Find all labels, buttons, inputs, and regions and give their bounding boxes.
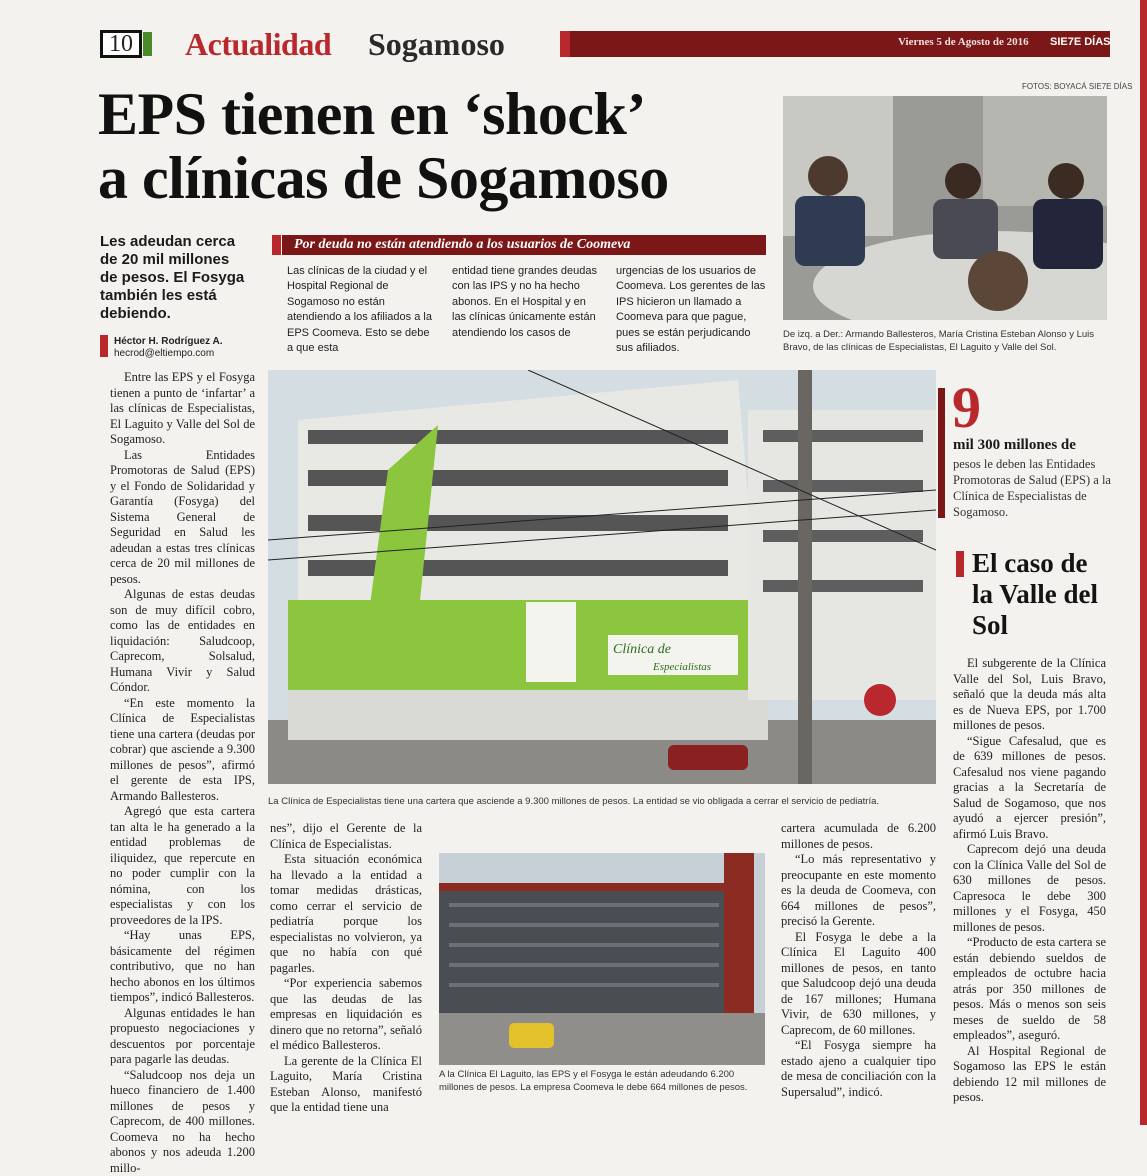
paragraph: “Hay unas EPS, básicamente del régimen contributivo, que no han hecho abonos en los últimos tiempos”, indicó Ballesteros. xyxy=(110,928,255,1006)
issue-date: Viernes 5 de Agosto de 2016 xyxy=(898,36,1029,48)
paragraph: “Por experiencia sabemos que las deudas de las empresas en liquidación es dinero que no retorna”, señaló el médico Ballesteros. xyxy=(270,976,422,1054)
clinic-sign-line-1: Clínica de xyxy=(613,642,671,657)
paragraph: nes”, dijo el Gerente de la Clínica de Especialistas. xyxy=(270,821,422,852)
paragraph: “Producto de esta cartera se están debiendo sueldos de empleados de octubre hacia atrás por 350 millones de pesos. Más o menos son seis meses de sueldo de 58 empleados”, aseguró. xyxy=(953,935,1106,1044)
paragraph: “Saludcoop nos deja un hueco financiero de 1.400 millones de pesos y Caprecom, de 400 millones. Coomeva no ha hecho abonos y nos adeuda 1.200 millo- xyxy=(110,1068,255,1176)
paragraph: “El Fosyga siempre ha estado ajeno a cualquier tipo de mesa de conciliación con la Supersalud”, indicó. xyxy=(781,1038,936,1100)
paragraph: Algunas de estas deudas son de muy difícil cobro, como las de entidades en liquidación: Saludcoop, Caprecom, Solsalud, Humana Vivir y Salud Cóndor. xyxy=(110,587,255,696)
headline-line-1: EPS tienen en ‘shock’ xyxy=(98,82,778,146)
paragraph: El Fosyga le debe a la Clínica El Laguito 400 millones de pesos, en tanto que Saludcoop dejó una deuda de 167 millones; Humana Vivir, de 630 millones, y Caprecom, de 60 millones. xyxy=(781,930,936,1039)
laguito-clinic-photo xyxy=(439,853,765,1065)
body-column-2 xyxy=(270,821,422,1116)
page-number-accent xyxy=(143,32,152,56)
section-name: Actualidad xyxy=(185,26,331,63)
paragraph: cartera acumulada de 6.200 millones de pesos. xyxy=(781,821,936,852)
clinic-building-photo xyxy=(268,370,936,784)
body-column-1 xyxy=(110,370,255,1176)
header-band xyxy=(570,31,1110,57)
clinic-sign-line-2: Especialistas xyxy=(652,661,711,673)
paragraph: Caprecom dejó una deuda con la Clínica Valle del Sol de 630 millones de pesos. Capresoca le debe 300 millones y el Fosyga, 450 millones de pesos. xyxy=(953,842,1106,935)
paragraph: El subgerente de la Clínica Valle del Sol, Luis Bravo, señaló que la deuda más alta es de Nueva EPS, por 1.700 millones de pesos. xyxy=(953,656,1106,734)
paragraph: Entre las EPS y el Fosyga tienen a punto de ‘infartar’ a las clínicas de Especialistas, El Laguito y Valle del Sol de Sogamoso. xyxy=(110,370,255,448)
paragraph: Algunas entidades le han propuesto negociaciones y descuentos por porcentaje para pagarle las deudas. xyxy=(110,1006,255,1068)
header-accent-bar xyxy=(560,31,570,57)
stat-accent-bar xyxy=(938,388,945,518)
paragraph: Agregó que esta cartera tan alta le ha generado a la entidad problemas de iliquidez, que repercute en no poder cumplir con la nómina, con los especialistas y con los proveedores de la IPS. xyxy=(110,804,255,928)
kicker-accent xyxy=(272,235,281,255)
stat-amount: mil 300 millones de xyxy=(953,437,1076,454)
laguito-photo-caption: A la Clínica El Laguito, las EPS y el Fosyga le están adeudando 6.200 millones de pesos. La empresa Coomeva le debe 664 millones de pesos. xyxy=(439,1069,769,1094)
kicker-banner: Por deuda no están atendiendo a los usuarios de Coomeva xyxy=(282,235,766,255)
photo-credit: FOTOS: BOYACÁ SIE7E DÍAS xyxy=(1022,82,1132,91)
section-subtitle: Sogamoso xyxy=(368,26,505,63)
paragraph: Esta situación económica ha llevado a la entidad a tomar medidas drásticas, como cerrar el servicio de pediatría porque los especialistas no volvieron, ya que no había con qué pagarles. xyxy=(270,852,422,976)
paragraph: Las Entidades Promotoras de Salud (EPS) y el Fondo de Solidaridad y Garantía (Fosyga) del Sistema General de Seguridad en Salud les adeudan a estas tres clínicas cerca de 20 mil millones de pesos. xyxy=(110,448,255,588)
byline-author: Héctor H. Rodríguez A. xyxy=(114,336,223,347)
paragraph: “Lo más representativo y preocupante en este momento es la deuda de Coomeva, con 664 millones de pesos”, precisó la Gerente. xyxy=(781,852,936,930)
body-column-3 xyxy=(781,821,936,1100)
headline-line-2: a clínicas de Sogamoso xyxy=(98,146,778,210)
intro-column-1: Las clínicas de la ciudad y el Hospital Regional de Sogamoso no están atendiendo a los afiliados a la EPS Coomeva. Esto se debe a que esta xyxy=(287,264,435,356)
meeting-photo-caption: De izq. a Der.: Armando Ballesteros, María Cristina Esteban Alonso y Luis Bravo, de las clínicas de Especialistas, El Laguito y Valle del Sol. xyxy=(783,328,1109,354)
headline xyxy=(98,82,778,210)
paragraph: Al Hospital Regional de Sogamoso las EPS le están debiendo 12 mil millones de pesos. xyxy=(953,1044,1106,1106)
byline-accent xyxy=(100,335,108,357)
page-edge-accent xyxy=(1140,0,1147,1125)
newspaper-name: SIE7E DÍAS xyxy=(1050,36,1111,48)
article-deck: Les adeudan cerca de 20 mil millones de pesos. El Fosyga también les está debiendo. xyxy=(100,233,250,323)
body-column-4 xyxy=(953,656,1106,1106)
paragraph: La gerente de la Clínica El Laguito, María Cristina Esteban Alonso, manifestó que la entidad tiene una xyxy=(270,1054,422,1116)
stat-number: 9 xyxy=(952,378,981,438)
paragraph: “Sigue Cafesalud, que es de 639 millones de pesos. Cafesalud nos viene pagando gracias a la Secretaría de Salud de Sogamoso, que nos ayudó a ejercer presión”, afirmó Luis Bravo. xyxy=(953,734,1106,843)
subhead: El caso de la Valle del Sol xyxy=(972,548,1112,641)
intro-column-2: entidad tiene grandes deudas con las IPS y no ha hecho abonos. En el Hospital y en las clínicas únicamente están atendiendo los casos de xyxy=(452,264,600,341)
stat-description: pesos le deben las Entidades Promotoras de Salud (EPS) a la Clínica de Especialistas de Sogamoso. xyxy=(953,456,1113,520)
subhead-accent xyxy=(956,551,964,577)
intro-column-3: urgencias de los usuarios de Coomeva. Los gerentes de las IPS hicieron un llamado a Coomeva para que pague, pues se están perjudicando sus afiliados. xyxy=(616,264,766,356)
page-number: 10 xyxy=(100,30,142,58)
building-photo-caption: La Clínica de Especialistas tiene una cartera que asciende a 9.300 millones de pesos. La entidad se vio obligada a cerrar el servicio de pediatría. xyxy=(268,796,968,807)
byline-email: hecrod@eltiempo.com xyxy=(114,348,214,359)
paragraph: “En este momento la Clínica de Especialistas tiene una cartera (deudas por cobrar) que asciende a 9.300 millones de pesos”, afirmó el gerente de esta IPS, Armando Ballesteros. xyxy=(110,696,255,805)
meeting-photo xyxy=(783,96,1107,320)
